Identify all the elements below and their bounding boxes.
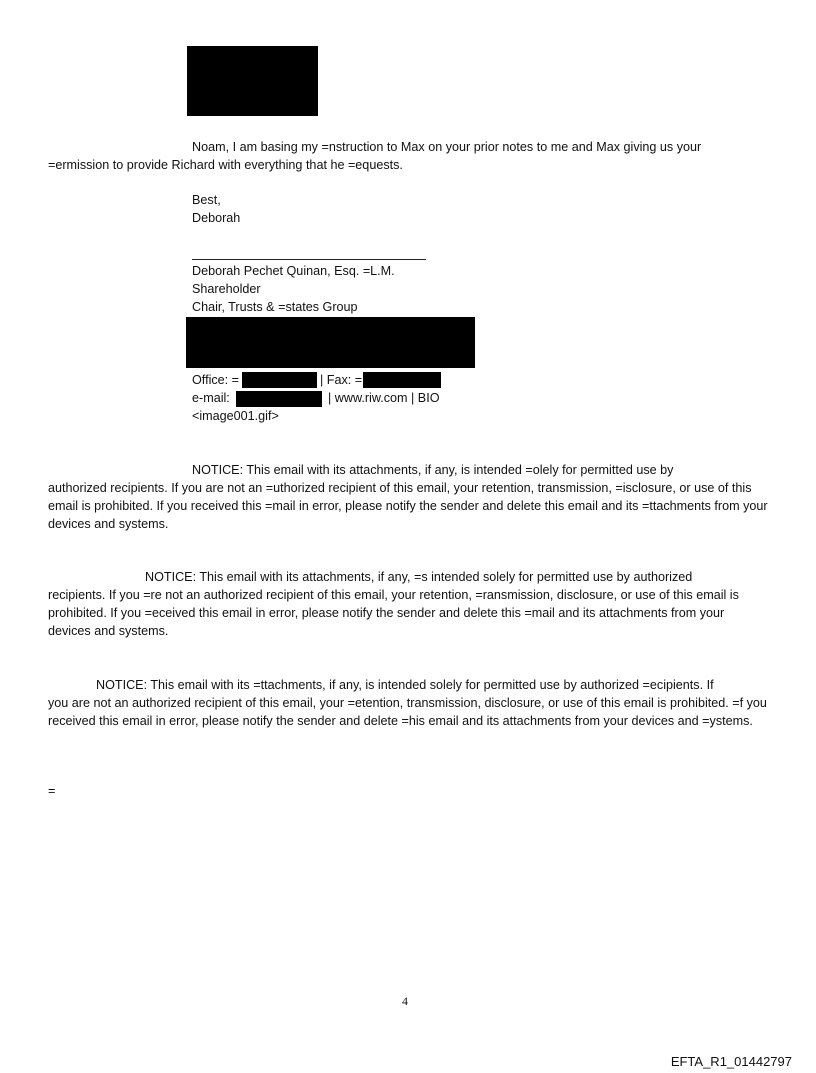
redaction-email-address xyxy=(236,391,322,407)
email-label: e-mail: xyxy=(192,391,230,405)
notice-3-body: you are not an authorized recipient of this email, your =etention, transmission, disclosure, or use of this email is prohibited. =f you received this email in error, please notify the sender and delete =his email and its attachments from your devices and =ystems. xyxy=(48,696,767,728)
redaction-office-number xyxy=(242,372,317,388)
notice-2-body: recipients. If you =re not an authorized recipient of this email, your retention, =ransmission, disclosure, or use of this email is prohibited. If you =eceived this email in error, please notify the sender and delete this =mail and its attachments from your devices and systems. xyxy=(48,588,739,638)
fax-label: | Fax: = xyxy=(320,373,363,387)
sender-first-name: Deborah xyxy=(192,211,241,225)
signature-group: Chair, Trusts & =states Group xyxy=(192,300,358,314)
redaction-block-address xyxy=(186,317,475,368)
notice-2-lead: NOTICE: This email with its attachments, if any, =s intended solely for permitted use by authorized xyxy=(145,570,693,584)
web-links: | www.riw.com | BIO xyxy=(328,391,440,405)
redaction-block-header xyxy=(187,46,318,116)
document-id: EFTA_R1_01442797 xyxy=(670,1054,792,1069)
attachment-reference: <image001.gif> xyxy=(192,409,279,423)
trailing-equals: = xyxy=(48,784,56,798)
notice-3-lead: NOTICE: This email with its =ttachments, if any, is intended solely for permitted use by authorized =ecipients. If xyxy=(96,678,714,692)
closing: Best, xyxy=(192,193,221,207)
signature-name: Deborah Pechet Quinan, Esq. =L.M. xyxy=(192,264,395,278)
redaction-fax-number xyxy=(363,372,441,388)
page-number: 4 xyxy=(402,994,408,1008)
signature-divider xyxy=(192,259,426,260)
intro-line-1: Noam, I am basing my =nstruction to Max on your prior notes to me and Max giving us your xyxy=(192,140,702,154)
notice-1-body: authorized recipients. If you are not an =uthorized recipient of this email, your retention, transmission, =isclosure, or use of this email is prohibited. If you received this =mail in error, please notify the sender and delete this email and its =ttachments from your devices and systems. xyxy=(48,481,768,531)
office-label: Office: = xyxy=(192,373,240,387)
notice-1-lead: NOTICE: This email with its attachments, if any, is intended =olely for permitted use by xyxy=(192,463,674,477)
intro-line-2: =ermission to provide Richard with everything that he =equests. xyxy=(48,158,403,172)
signature-role: Shareholder xyxy=(192,282,261,296)
